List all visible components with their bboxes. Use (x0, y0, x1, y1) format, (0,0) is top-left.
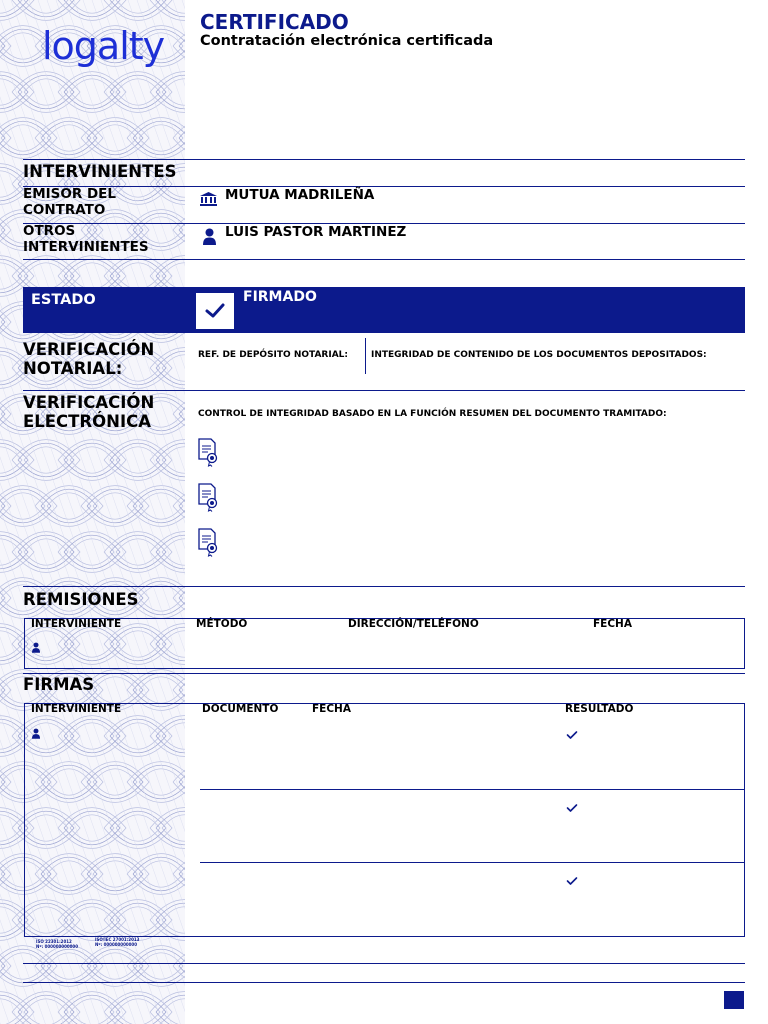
otros-label: OTROS INTERVINIENTES (23, 223, 149, 255)
divider (23, 982, 745, 983)
divider (23, 963, 745, 964)
person-icon (203, 228, 216, 249)
certified-document-icon[interactable] (196, 482, 220, 516)
certified-document-icon[interactable] (196, 437, 220, 471)
divider (23, 390, 745, 391)
row-divider (200, 862, 745, 863)
otros-value: LUIS PASTOR MARTINEZ (225, 224, 407, 240)
firmas-col-fecha: FECHA (312, 703, 351, 715)
check-icon (566, 725, 578, 744)
estado-value: FIRMADO (243, 289, 317, 305)
verificacion-notarial-heading: VERIFICACIÓN NOTARIAL: (23, 340, 155, 378)
person-icon (32, 638, 40, 657)
check-icon (566, 871, 578, 890)
firmas-table (24, 703, 745, 937)
remisiones-col-interviniente: INTERVINIENTE (31, 618, 122, 630)
remisiones-heading: REMISIONES (23, 590, 139, 609)
iso-27001-seal: ISO/IEC 27001:2013 Nº: 000000000000 (95, 937, 140, 947)
column-divider (365, 338, 366, 374)
integridad-label: INTEGRIDAD DE CONTENIDO DE LOS DOCUMENTOS DEPOSITADOS: (371, 350, 707, 360)
remisiones-col-direccion: DIRECCIÓN/TELÉFONO (348, 618, 479, 630)
estado-check-box (196, 293, 234, 329)
ref-deposito-label: REF. DE DEPÓSITO NOTARIAL: (198, 350, 348, 360)
firmas-col-interviniente: INTERVINIENTE (31, 703, 122, 715)
remisiones-col-metodo: MÉTODO (196, 618, 248, 630)
firmas-heading: FIRMAS (23, 675, 95, 694)
intervinientes-heading: INTERVINIENTES (23, 162, 177, 181)
emisor-label: EMISOR DEL CONTRATO (23, 186, 117, 218)
check-icon (196, 293, 234, 329)
estado-bar (23, 287, 745, 333)
page-corner-marker (724, 991, 744, 1009)
page-title: CERTIFICADO (200, 10, 349, 34)
check-icon (566, 798, 578, 817)
divider (23, 186, 745, 187)
firmas-col-documento: DOCUMENTO (202, 703, 279, 715)
remisiones-col-fecha: FECHA (593, 618, 632, 630)
page-subtitle: Contratación electrónica certificada (200, 33, 494, 49)
iso-22301-seal: ISO 22301:2012 Nº: 000000000000 (36, 939, 78, 949)
emisor-value: MUTUA MADRILEÑA (225, 187, 375, 203)
divider (23, 159, 745, 160)
divider (23, 586, 745, 587)
logalty-logo: logalty (42, 24, 165, 68)
bank-icon (200, 191, 217, 210)
person-icon (32, 724, 40, 743)
estado-label: ESTADO (31, 292, 96, 308)
divider (23, 673, 745, 674)
firmas-col-resultado: RESULTADO (565, 703, 634, 715)
control-integridad-label: CONTROL DE INTEGRIDAD BASADO EN LA FUNCIÓN RESUMEN DEL DOCUMENTO TRAMITADO: (198, 409, 667, 419)
row-divider (200, 789, 745, 790)
divider (23, 259, 745, 260)
certified-document-icon[interactable] (196, 527, 220, 561)
verificacion-electronica-heading: VERIFICACIÓN ELECTRÓNICA (23, 393, 155, 431)
